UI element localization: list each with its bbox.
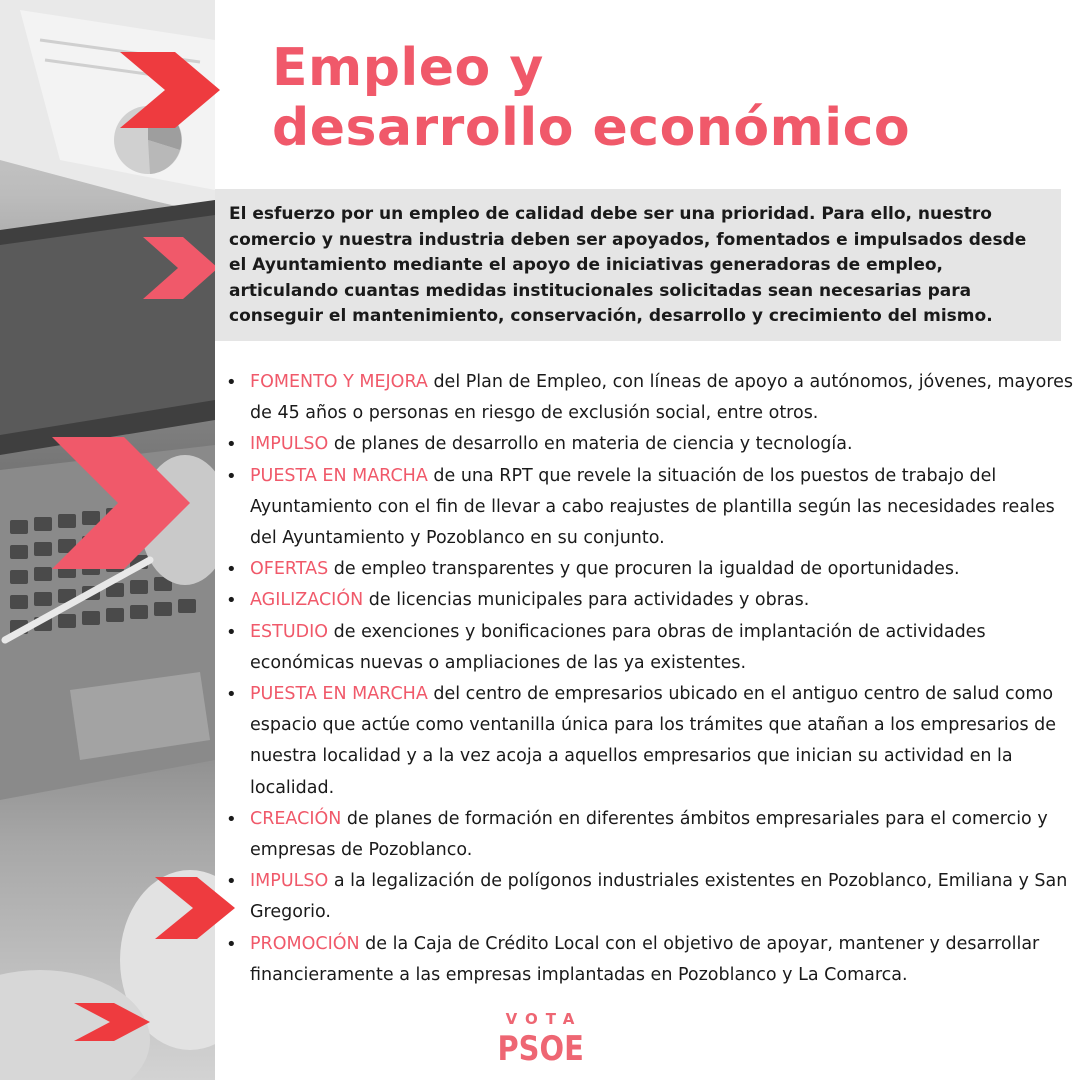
measure-keyword: PUESTA EN MARCHA — [250, 465, 428, 486]
bullet-icon: • — [226, 465, 237, 487]
page-title — [272, 38, 1062, 158]
measure-keyword: IMPULSO — [250, 434, 329, 455]
list-item — [226, 429, 1076, 460]
list-item — [226, 461, 1076, 555]
measure-keyword: ESTUDIO — [250, 621, 329, 642]
measure-text: de exenciones y bonificaciones para obras de implantación de actividades económicas nuevas o ampliaciones de las ya existentes. — [250, 621, 986, 673]
bullet-icon: • — [226, 684, 237, 706]
measure-text: de planes de formación en diferentes ámbitos empresariales para el comercio y empresas de Pozoblanco. — [250, 808, 1048, 861]
list-item — [226, 367, 1076, 429]
chevron-right-icon — [155, 877, 235, 939]
list-item — [226, 679, 1076, 804]
list-item — [226, 617, 1076, 679]
measure-keyword: PROMOCIÓN — [250, 933, 360, 954]
chevron-right-icon — [52, 437, 190, 569]
measure-keyword: CREACIÓN — [250, 808, 342, 829]
intro-box — [215, 189, 1061, 341]
measure-keyword: PUESTA EN MARCHA — [250, 684, 428, 705]
measure-keyword: AGILIZACIÓN — [250, 590, 364, 611]
measure-keyword: FOMENTO Y MEJORA — [250, 372, 428, 392]
measure-text: del centro de empresarios ubicado en el antiguo centro de salud como espacio que actúe como ventanilla única para los trámites que atañan a los empresarios de nuestra localidad y a la vez acoja a aquellos empresarios que inician su actividad en la localidad. — [250, 684, 1057, 798]
list-item — [226, 554, 1076, 585]
list-item — [226, 929, 1076, 991]
intro-text: El esfuerzo por un empleo de calidad debe ser una prioridad. Para ello, nuestro comercio y nuestra industria deben ser apoyados, fomentados e impulsados desde el Ayuntamiento mediante el apoyo de iniciativas generadoras de empleo, articulando cuantas medidas institucionales solicitadas sean necesarias para conseguir el mantenimiento, conservación, desarrollo y crecimiento del mismo. — [229, 204, 1027, 326]
chevron-right-icon — [143, 237, 218, 299]
measure-text: de empleo transparentes y que procuren la igualdad de oportunidades. — [328, 559, 960, 580]
bullet-icon: • — [226, 933, 237, 955]
bullet-icon: • — [226, 808, 237, 830]
measure-text: de una RPT que revele la situación de los puestos de trabajo del Ayuntamiento con el fin de llevar a cabo reajustes de plantilla según las necesidades reales del Ayuntamiento y Pozoblanco en su conjunto. — [250, 465, 1055, 549]
bullet-icon: • — [226, 434, 237, 456]
logo-vota-text: VOTA — [505, 1010, 583, 1028]
measure-text: del Plan de Empleo, con líneas de apoyo a autónomos, jóvenes, mayores de 45 años o personas en riesgo de exclusión social, entre otros. — [250, 372, 1074, 424]
measure-text: de la Caja de Crédito Local con el objetivo de apoyar, mantener y desarrollar financieramente a las empresas implantadas en Pozoblanco y La Comarca. — [250, 933, 1040, 985]
measure-text: de planes de desarrollo en materia de ciencia y tecnología. — [328, 434, 853, 455]
measures-list — [226, 367, 1076, 991]
measure-text: de licencias municipales para actividades y obras. — [363, 590, 810, 611]
vota-psoe-logo — [490, 1008, 590, 1068]
bullet-icon: • — [226, 590, 237, 612]
title-line-2: desarrollo económico — [272, 98, 911, 158]
chevron-right-icon — [120, 52, 220, 128]
bullet-icon: • — [226, 559, 237, 581]
measure-keyword: IMPULSO — [250, 871, 329, 892]
list-item — [226, 866, 1076, 928]
bullet-icon: • — [226, 372, 237, 393]
title-line-1: Empleo y — [272, 38, 544, 98]
measure-text: a la legalización de polígonos industriales existentes en Pozoblanco, Emiliana y San Gregorio. — [250, 871, 1068, 923]
list-item — [226, 804, 1076, 866]
logo-psoe-text: PSOE — [497, 1029, 584, 1069]
measure-keyword: OFERTAS — [250, 559, 329, 580]
bullet-icon: • — [226, 871, 237, 893]
list-item — [226, 585, 1076, 616]
bullet-icon: • — [226, 621, 237, 643]
chevron-right-icon — [74, 1003, 150, 1041]
